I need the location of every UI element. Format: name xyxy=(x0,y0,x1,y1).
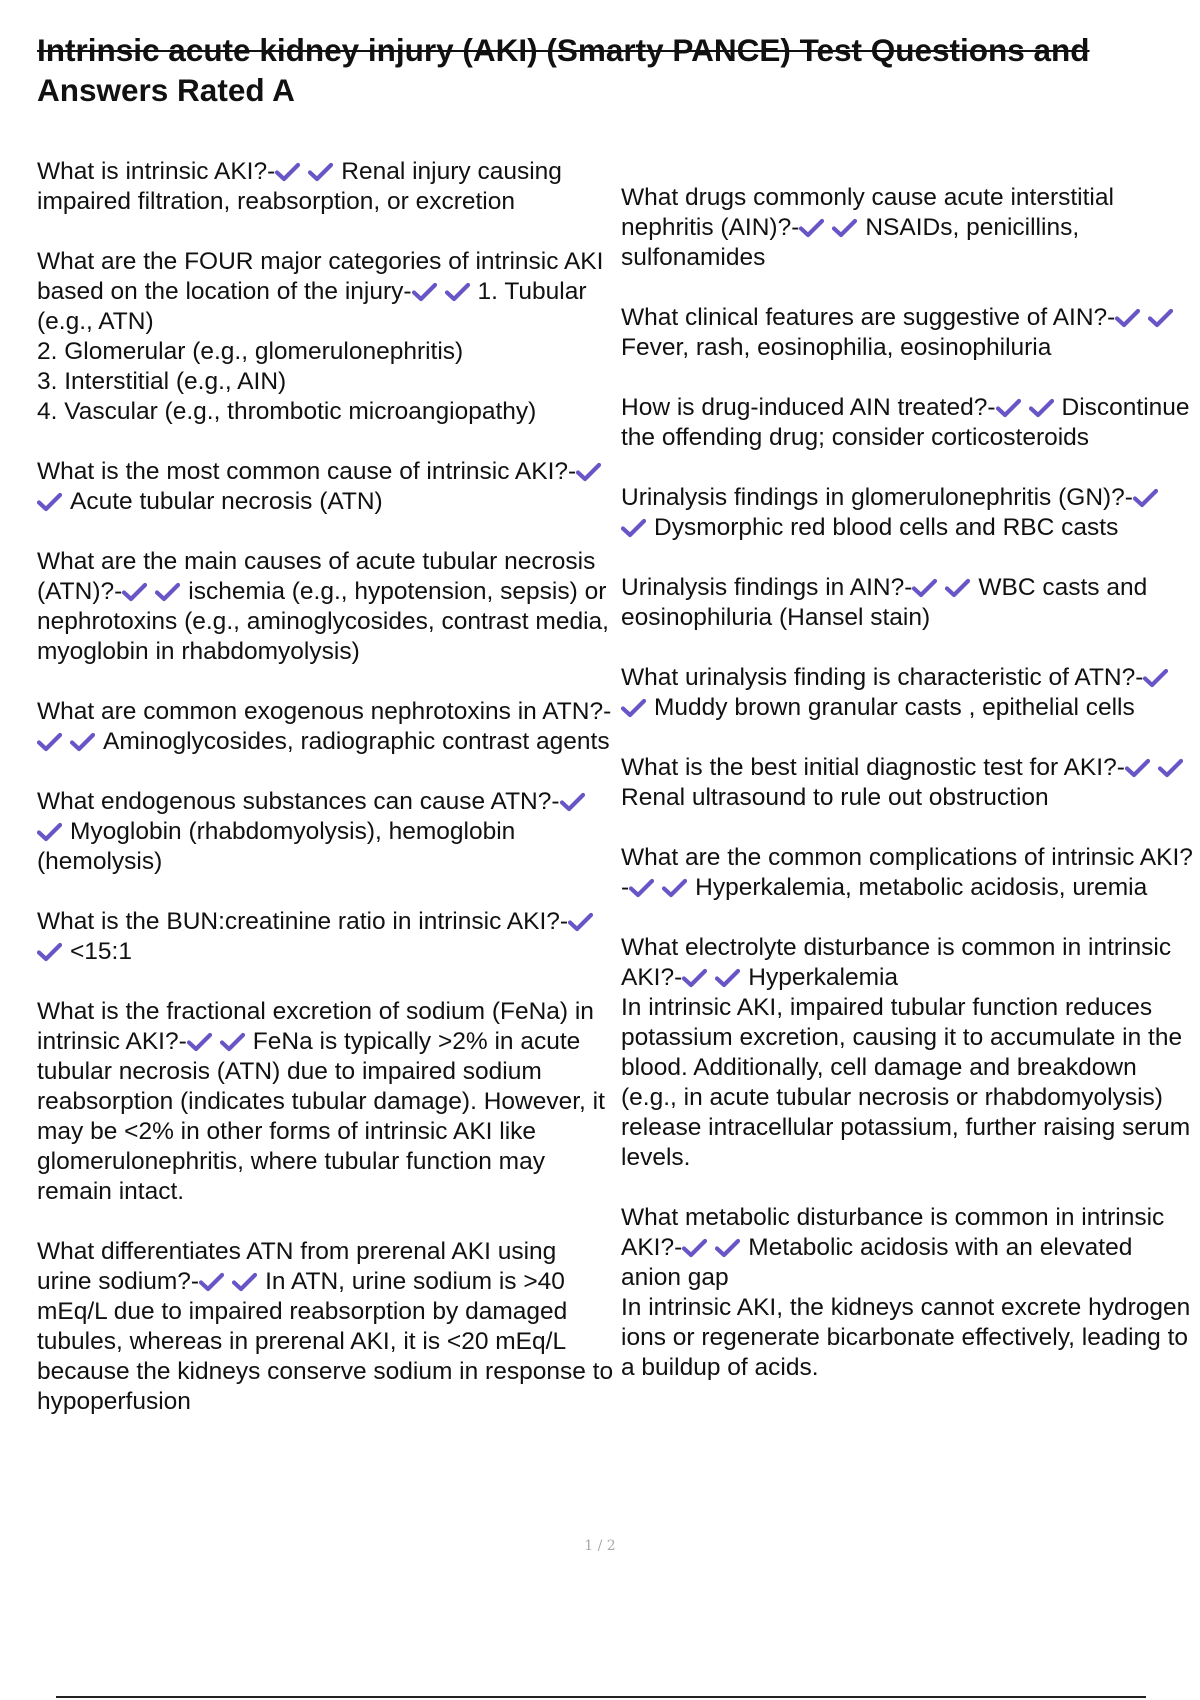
question-text: What clinical features are suggestive of AIN?- xyxy=(621,304,1116,331)
title-line-2: Answers Rated A xyxy=(37,72,295,108)
question-text: What is the BUN:creatinine ratio in intrinsic AKI?- xyxy=(37,908,569,935)
checkmark-icon xyxy=(682,1238,707,1258)
question-text: What metabolic disturbance is common in intrinsic AKI?- xyxy=(621,1204,1165,1261)
checkmark-icon xyxy=(308,162,333,182)
checkmark-icon xyxy=(912,578,937,598)
answer-text xyxy=(654,514,1118,541)
checkmark-icon xyxy=(37,822,62,842)
qa-item xyxy=(37,157,617,217)
qa-item xyxy=(37,547,617,667)
answer-line: NSAIDs, penicillins, sulfonamides xyxy=(621,214,1080,271)
right-column xyxy=(621,183,1196,1383)
title-line-1: Intrinsic acute kidney injury (AKI) (Smarty PANCE) Test Questions and xyxy=(37,32,1090,68)
left-column xyxy=(37,157,617,1417)
qa-item xyxy=(621,663,1196,723)
checkmark-icon xyxy=(445,282,470,302)
question-text: How is drug-induced AIN treated?- xyxy=(621,394,996,421)
qa-item xyxy=(621,753,1196,813)
checkmark-icon xyxy=(155,582,180,602)
qa-item xyxy=(621,483,1196,543)
qa-item xyxy=(37,997,617,1207)
checkmark-icon xyxy=(122,582,147,602)
answer-text xyxy=(70,938,132,965)
answer-line: 4. Vascular (e.g., thrombotic microangiopathy) xyxy=(37,398,537,425)
answer-line: Renal ultrasound to rule out obstruction xyxy=(621,784,1049,811)
checkmark-icon xyxy=(70,732,95,752)
qa-item xyxy=(621,573,1196,633)
checkmark-icon xyxy=(37,942,62,962)
answer-line: Hyperkalemia, metabolic acidosis, uremia xyxy=(695,874,1148,901)
checkmark-icon xyxy=(187,1032,212,1052)
answer-line: Aminoglycosides, radiographic contrast agents xyxy=(103,728,610,755)
answer-text xyxy=(70,488,383,515)
checkmark-icon xyxy=(37,492,62,512)
checkmark-icon xyxy=(662,878,687,898)
checkmark-icon xyxy=(682,968,707,988)
question-text: What electrolyte disturbance is common in intrinsic AKI?- xyxy=(621,934,1172,991)
qa-item xyxy=(37,1237,617,1417)
answer-line: Discontinue the offending drug; consider corticosteroids xyxy=(621,394,1190,451)
checkmark-icon xyxy=(715,1238,740,1258)
footer-divider xyxy=(56,1696,1146,1698)
answer-line: Muddy brown granular casts , epithelial cells xyxy=(654,694,1135,721)
qa-item xyxy=(37,457,617,517)
qa-item xyxy=(621,303,1196,363)
checkmark-icon xyxy=(629,878,654,898)
question-text: What urinalysis finding is characteristic of ATN?- xyxy=(621,664,1144,691)
checkmark-icon xyxy=(945,578,970,598)
answer-text xyxy=(103,728,610,755)
checkmark-icon xyxy=(275,162,300,182)
qa-item xyxy=(37,907,617,967)
question-text: What differentiates ATN from prerenal AKI using urine sodium?- xyxy=(37,1238,557,1295)
question-text: What are common exogenous nephrotoxins in ATN?- xyxy=(37,698,612,725)
checkmark-icon xyxy=(560,792,585,812)
checkmark-icon xyxy=(996,398,1021,418)
question-text: Urinalysis findings in AIN?- xyxy=(621,574,913,601)
answer-line: 2. Glomerular (e.g., glomerulonephritis) xyxy=(37,338,464,365)
qa-item xyxy=(37,787,617,877)
checkmark-icon xyxy=(1158,758,1183,778)
page-number: 1 / 2 xyxy=(584,1538,616,1554)
answer-line: In intrinsic AKI, impaired tubular function reduces potassium excretion, causing it to accumulate in the blood. Additionally, cell damage and breakdown (e.g., in acute tubular necrosis or rhabdomyolysis) release intracellular potassium, further raising serum levels. xyxy=(621,994,1191,1171)
qa-item xyxy=(621,393,1196,453)
answer-line: Dysmorphic red blood cells and RBC casts xyxy=(654,514,1119,541)
answer-line: Metabolic acidosis with an elevated anion gap xyxy=(621,1234,1133,1291)
answer-line: Hyperkalemia xyxy=(748,964,899,991)
answer-text xyxy=(621,964,1196,1173)
qa-item xyxy=(37,247,617,427)
qa-item xyxy=(621,183,1196,273)
answer-text xyxy=(654,694,1135,721)
answer-line: ischemia (e.g., hypotension, sepsis) or nephrotoxins (e.g., aminoglycosides, contrast media, myoglobin in rhabdomyolysis) xyxy=(37,578,609,665)
answer-line: In intrinsic AKI, the kidneys cannot excrete hydrogen ions or regenerate bicarbonate effectively, leading to a buildup of acids. xyxy=(621,1294,1191,1381)
page-title xyxy=(37,30,1187,110)
answer-line: Acute tubular necrosis (ATN) xyxy=(70,488,383,515)
qa-item xyxy=(621,1203,1196,1383)
checkmark-icon xyxy=(199,1272,224,1292)
answer-line: 1. Tubular (e.g., ATN) xyxy=(37,278,587,335)
answer-line: 3. Interstitial (e.g., AIN) xyxy=(37,368,287,395)
question-text: What is the best initial diagnostic test for AKI?- xyxy=(621,754,1125,781)
checkmark-icon xyxy=(621,518,646,538)
answer-line: Renal injury causing impaired filtration, reabsorption, or excretion xyxy=(37,158,562,215)
answer-line: In ATN, urine sodium is >40 mEq/L due to impaired reabsorption by damaged tubules, whereas in prerenal AKI, it is <20 mEq/L because the kidneys conserve sodium in response to hypoperfusion xyxy=(37,1268,614,1415)
checkmark-icon xyxy=(1133,488,1158,508)
checkmark-icon xyxy=(832,218,857,238)
checkmark-icon xyxy=(1115,308,1140,328)
checkmark-icon xyxy=(220,1032,245,1052)
checkmark-icon xyxy=(568,912,593,932)
checkmark-icon xyxy=(232,1272,257,1292)
answer-line: Fever, rash, eosinophilia, eosinophiluria xyxy=(621,334,1052,361)
question-text: What is the most common cause of intrinsic AKI?- xyxy=(37,458,577,485)
checkmark-icon xyxy=(1029,398,1054,418)
checkmark-icon xyxy=(412,282,437,302)
question-text: What is the fractional excretion of sodium (FeNa) in intrinsic AKI?- xyxy=(37,998,594,1055)
answer-line: FeNa is typically >2% in acute tubular necrosis (ATN) due to impaired sodium reabsorption (indicates tubular damage). However, it may be <2% in other forms of intrinsic AKI like glomerulonephritis, where tubular function may remain intact. xyxy=(37,1028,605,1205)
answer-text xyxy=(695,874,1147,901)
question-text: Urinalysis findings in glomerulonephritis (GN)?- xyxy=(621,484,1133,511)
answer-line: WBC casts and eosinophiluria (Hansel stain) xyxy=(621,574,1148,631)
question-text: What are the common complications of intrinsic AKI?- xyxy=(621,844,1193,901)
answer-text xyxy=(37,818,515,875)
answer-text xyxy=(621,784,1049,811)
answer-line: <15:1 xyxy=(70,938,132,965)
checkmark-icon xyxy=(799,218,824,238)
checkmark-icon xyxy=(715,968,740,988)
checkmark-icon xyxy=(1148,308,1173,328)
checkmark-icon xyxy=(37,732,62,752)
qa-item xyxy=(621,843,1196,903)
question-text: What drugs commonly cause acute interstitial nephritis (AIN)?- xyxy=(621,184,1114,241)
checkmark-icon xyxy=(1125,758,1150,778)
question-text: What endogenous substances can cause ATN?- xyxy=(37,788,560,815)
question-text: What is intrinsic AKI?- xyxy=(37,158,276,185)
checkmark-icon xyxy=(621,698,646,718)
qa-item xyxy=(37,697,617,757)
answer-text xyxy=(621,334,1051,361)
checkmark-icon xyxy=(576,462,601,482)
qa-item xyxy=(621,933,1196,1173)
answer-line: Myoglobin (rhabdomyolysis), hemoglobin (hemolysis) xyxy=(37,818,516,875)
question-text: What are the main causes of acute tubular necrosis (ATN)?- xyxy=(37,548,596,605)
checkmark-icon xyxy=(1143,668,1168,688)
question-text: What are the FOUR major categories of intrinsic AKI based on the location of the injury- xyxy=(37,248,604,305)
